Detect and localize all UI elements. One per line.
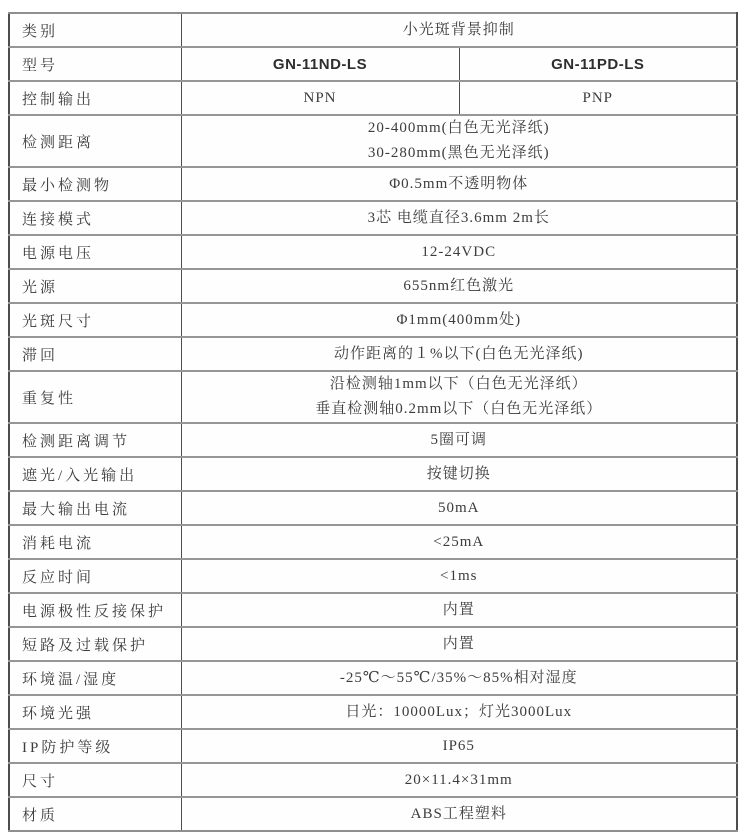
value-line: 小光斑背景抑制 (402, 21, 515, 38)
value-line: <25mA (433, 533, 485, 550)
row-value (181, 559, 737, 593)
value-line: 内置 (442, 601, 475, 618)
row-value (181, 763, 737, 797)
table-row (9, 593, 737, 627)
value-line: NPN (303, 89, 337, 106)
row-value (459, 81, 737, 115)
value-line: 655nm红色激光 (403, 277, 515, 294)
table-row (9, 337, 737, 371)
row-value (181, 525, 737, 559)
value-line: 12-24VDC (421, 243, 497, 260)
table-row (9, 797, 737, 831)
spec-table-body (9, 13, 737, 831)
value-line: 20-400mm(白色无光泽纸) (367, 120, 550, 136)
row-label: 连接模式 (9, 201, 181, 235)
row-value (181, 627, 737, 661)
table-row (9, 525, 737, 559)
value-line: 3芯 电缆直径3.6mm 2m长 (367, 209, 550, 226)
value-line: 按键切换 (426, 465, 491, 482)
table-row (9, 491, 737, 525)
row-label: 光源 (9, 269, 181, 303)
row-value (459, 47, 737, 81)
table-row (9, 167, 737, 201)
row-value (181, 661, 737, 695)
row-label: 检测距离调节 (9, 423, 181, 457)
row-value (181, 457, 737, 491)
row-label: 最小检测物 (9, 167, 181, 201)
row-label: 重复性 (9, 371, 181, 423)
row-label: 材质 (9, 797, 181, 831)
table-row (9, 235, 737, 269)
value-line: -25℃～55℃/35%～85%相对湿度 (339, 669, 578, 686)
row-label: IP防护等级 (9, 729, 181, 763)
row-value (181, 491, 737, 525)
row-value (181, 303, 737, 337)
row-label: 检测距离 (9, 115, 181, 167)
row-label: 电源极性反接保护 (9, 593, 181, 627)
table-row (9, 423, 737, 457)
value-line: GN-11PD-LS (551, 55, 645, 73)
value-line: Φ0.5mm不透明物体 (389, 175, 529, 192)
row-label: 尺寸 (9, 763, 181, 797)
table-row (9, 627, 737, 661)
value-line: IP65 (442, 737, 475, 754)
table-row (9, 729, 737, 763)
value-line: 50mA (438, 499, 480, 516)
table-row (9, 763, 737, 797)
row-label: 环境光强 (9, 695, 181, 729)
row-value (181, 201, 737, 235)
table-row (9, 695, 737, 729)
row-value (181, 797, 737, 831)
row-label: 环境温/湿度 (9, 661, 181, 695)
table-row (9, 81, 737, 115)
row-value (181, 13, 737, 47)
table-row (9, 13, 737, 47)
row-value (181, 337, 737, 371)
row-value (181, 235, 737, 269)
row-value (181, 695, 737, 729)
row-value (181, 115, 737, 167)
table-row (9, 269, 737, 303)
table-row (9, 303, 737, 337)
row-label: 消耗电流 (9, 525, 181, 559)
value-line: 沿检测轴1mm以下（白色无光泽纸） (329, 376, 588, 392)
row-value (181, 81, 459, 115)
row-label: 电源电压 (9, 235, 181, 269)
row-label: 滞回 (9, 337, 181, 371)
value-line: ABS工程塑料 (410, 805, 507, 822)
table-row (9, 661, 737, 695)
table-row (9, 371, 737, 423)
value-line: 20×11.4×31mm (404, 771, 513, 788)
value-line: 日光：10000Lux；灯光3000Lux (345, 703, 573, 720)
value-line: 内置 (442, 635, 475, 652)
value-line: 5圈可调 (430, 431, 488, 448)
table-row (9, 47, 737, 81)
row-label: 类别 (22, 23, 59, 40)
row-label: 遮光/入光输出 (9, 457, 181, 491)
row-label: 短路及过载保护 (9, 627, 181, 661)
table-row (9, 559, 737, 593)
value-line: GN-11ND-LS (272, 55, 368, 73)
row-value (181, 269, 737, 303)
row-value (181, 593, 737, 627)
row-label: 光斑尺寸 (9, 303, 181, 337)
spec-table (8, 12, 738, 832)
row-label: 型号 (9, 47, 181, 81)
row-label: 最大输出电流 (9, 491, 181, 525)
value-line: 垂直检测轴0.2mm以下（白色无光泽纸） (315, 401, 603, 417)
row-value (181, 423, 737, 457)
value-line: Φ1mm(400mm处) (396, 311, 522, 328)
value-line: 动作距离的１%以下(白色无光泽纸) (334, 345, 584, 362)
table-row (9, 457, 737, 491)
value-line: <1ms (440, 567, 478, 584)
table-row (9, 115, 737, 167)
row-value (181, 47, 459, 81)
row-value (181, 167, 737, 201)
row-label: 反应时间 (9, 559, 181, 593)
value-line: 30-280mm(黑色无光泽纸) (367, 145, 550, 161)
value-line: PNP (582, 89, 614, 106)
table-row (9, 201, 737, 235)
row-value (181, 371, 737, 423)
row-label: 控制输出 (9, 81, 181, 115)
row-value (181, 729, 737, 763)
